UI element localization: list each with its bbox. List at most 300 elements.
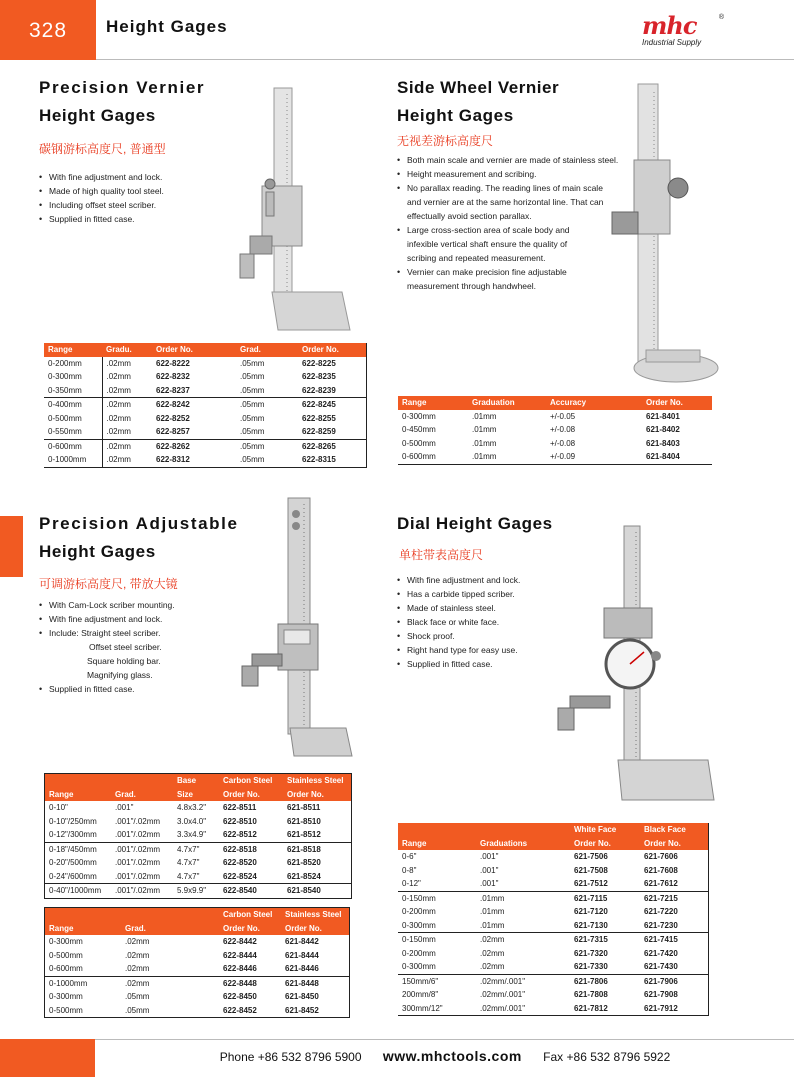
column-header: Order No. (640, 837, 709, 851)
table-cell: 622-8540 (219, 884, 283, 899)
column-header: Order No. (283, 788, 352, 802)
table-cell: 3.0x4.0" (177, 816, 207, 826)
table-cell: .001"/.02mm (115, 830, 161, 840)
column-header: Graduation (468, 396, 546, 410)
feature-item: • Large cross-section area of scale body and (397, 223, 618, 237)
column-header: Carbon Steel (219, 908, 281, 922)
table-row (45, 949, 350, 963)
column-header: Order No. (281, 922, 350, 936)
sec3-title-line2: Height Gages (39, 542, 156, 561)
feature-item: • Both main scale and vernier are made of stainless steel. (397, 153, 618, 167)
table-cell: .05mm (236, 439, 298, 453)
table-cell: +/-0.08 (550, 425, 576, 435)
table-cell: .01mm (480, 907, 505, 917)
table-cell: .02mm (121, 976, 219, 990)
table-cell: 621-7612 (644, 879, 678, 889)
table-cell: 622-8312 (156, 455, 190, 465)
table-cell: 4.7x7" (177, 858, 200, 868)
registered-mark: ® (718, 14, 724, 21)
feature-item: • Supplied in fitted case. (39, 682, 175, 696)
table-cell: .001"/.02mm (111, 884, 173, 899)
table-row (398, 947, 709, 961)
table-cell: .001"/.02mm (111, 842, 173, 856)
sec2-title-line1: Side Wheel Vernier (397, 78, 560, 97)
column-header: Range (45, 788, 112, 802)
table-cell: 622-8257 (156, 427, 190, 437)
table-cell: .01mm (472, 411, 497, 421)
table-cell: 0-12" (402, 879, 421, 889)
column-header: Grad. (121, 922, 219, 936)
table-cell: 4.7x7" (177, 871, 200, 881)
table-row (398, 877, 709, 891)
feature-item: • Black face or white face. (397, 615, 520, 629)
table-cell: .02mm (102, 425, 152, 439)
table-row (45, 962, 350, 976)
table-cell: .05mm (240, 427, 265, 437)
table-cell: .05mm (236, 398, 298, 412)
table-cell: .02mm (480, 948, 505, 958)
table-cell: 0-300mm (402, 411, 436, 421)
column-header: Range (398, 837, 476, 851)
table-cell: 621-7912 (644, 1003, 678, 1013)
table-row (398, 437, 712, 451)
table-cell: 621-7430 (644, 962, 678, 972)
table-row (398, 905, 709, 919)
table-row (44, 453, 367, 467)
column-header: Base (173, 774, 219, 788)
table-cell: .001"/.02mm (115, 816, 161, 826)
table-cell: 621-7220 (644, 907, 678, 917)
table-cell: 0-500mm (49, 950, 83, 960)
table-cell: .02mm/.001" (476, 974, 570, 988)
column-header: Order No. (152, 343, 236, 357)
column-header: Grad. (236, 343, 298, 357)
table-row (44, 412, 367, 426)
table-cell: 622-8259 (302, 427, 336, 437)
table-cell: 300mm/12" (402, 1003, 443, 1013)
table-cell: 621-7415 (640, 933, 709, 947)
sec3-chinese-subtitle: 可调游标高度尺, 带放大镜 (39, 577, 178, 591)
table-cell: 621-8520 (287, 858, 321, 868)
feature-item: measurement through handwheel. (407, 281, 536, 291)
table-row (45, 884, 352, 899)
table-cell: 0-350mm (48, 385, 82, 395)
column-header: Accuracy (546, 396, 642, 410)
table-cell: 621-8511 (287, 803, 321, 813)
table-cell: 621-8402 (646, 425, 680, 435)
table-cell: 621-7508 (574, 865, 608, 875)
feature-item: • Including offset steel scriber. (39, 198, 164, 212)
table-cell: 622-8225 (302, 358, 336, 368)
column-header (476, 823, 570, 837)
table-cell: .02mm (476, 933, 570, 947)
table-cell: .001" (115, 803, 134, 813)
sec4-title: Dial Height Gages (397, 514, 553, 533)
side-wheel-height-gage-image (610, 82, 720, 387)
table-cell: .02mm (125, 937, 150, 947)
table-cell: 621-8540 (283, 884, 352, 899)
table-cell: 621-8442 (285, 937, 319, 947)
column-header: White Face (570, 823, 640, 837)
table-cell: .02mm (102, 357, 152, 371)
table-cell: 622-8237 (156, 385, 190, 395)
table-cell: .02mm (102, 453, 152, 467)
table-cell: 0-300mm (402, 962, 436, 972)
table-cell: 622-8442 (223, 937, 257, 947)
table-cell: 621-8452 (285, 1005, 319, 1015)
table-cell: .01mm (480, 920, 505, 930)
table-cell: 622-8511 (223, 803, 257, 813)
table-cell: 0-500mm (48, 413, 82, 423)
table-cell: 0-150mm (398, 933, 476, 947)
table-row (45, 990, 350, 1004)
table-cell: 0-600mm (49, 964, 83, 974)
column-header (111, 774, 173, 788)
feature-item: Magnifying glass. (87, 670, 153, 680)
logo-subtitle: Industrial Supply (642, 38, 702, 47)
column-header: Order No. (570, 837, 640, 851)
table-cell: 0-10"/250mm (49, 816, 97, 826)
table-cell: .01mm (472, 425, 497, 435)
table-cell: 0-300mm (402, 920, 436, 930)
feature-item: • Supplied in fitted case. (39, 212, 164, 226)
vernier-height-gage-image (232, 84, 362, 334)
table-cell: .001" (480, 852, 499, 862)
footer-accent-bar (0, 1039, 95, 1077)
table-cell: 621-8524 (287, 871, 321, 881)
feature-item: • Right hand type for easy use. (397, 643, 520, 657)
footer-divider (95, 1039, 794, 1040)
sec2-feature-list (397, 153, 618, 293)
table-cell: 621-8404 (646, 452, 680, 462)
table-cell: .02mm/.001" (480, 990, 526, 1000)
table-row (45, 815, 352, 829)
header-divider (96, 59, 794, 60)
footer-phone: Phone +86 532 8796 5900 (219, 1050, 362, 1064)
feature-item: • Shock proof. (397, 629, 520, 643)
table-cell: 622-8242 (152, 398, 236, 412)
table-cell: 0-10" (49, 803, 68, 813)
table-cell: .01mm (476, 891, 570, 905)
table-cell: 0-450mm (402, 425, 436, 435)
table-cell: 621-7512 (574, 879, 608, 889)
table-cell: 622-8524 (223, 871, 257, 881)
table-cell: .05mm (125, 992, 150, 1002)
table-cell: 0-500mm (402, 438, 436, 448)
table-cell: 621-7130 (574, 920, 608, 930)
sec4-chinese-subtitle: 单柱带表高度尺 (399, 548, 484, 562)
table-cell: 5.9x9.9" (173, 884, 219, 899)
column-header: Range (398, 396, 468, 410)
table-row (45, 976, 350, 990)
table-cell: 622-8452 (223, 1005, 257, 1015)
table-cell: 622-8518 (219, 842, 283, 856)
table-cell: .02mm (102, 384, 152, 398)
table-cell: .02mm/.001" (480, 1003, 526, 1013)
table-cell: 622-8235 (302, 372, 336, 382)
feature-item: scribing and repeated measurement. (407, 253, 546, 263)
table-cell: .05mm (240, 385, 265, 395)
table-cell: 0-200mm (402, 907, 436, 917)
sec3-spec-table-2 (44, 907, 350, 1018)
table-cell: 3.3x4.9" (177, 830, 207, 840)
table-cell: 621-7115 (570, 891, 640, 905)
column-header: Carbon Steel (219, 774, 283, 788)
sec3-spec-table-1 (44, 773, 352, 899)
table-cell: 0-600mm (402, 452, 436, 462)
table-cell: 0-20"/500mm (49, 858, 97, 868)
table-row (398, 974, 709, 988)
table-row (44, 425, 367, 439)
column-header: Stainless Steel (283, 774, 352, 788)
table-cell: 4.7x7" (173, 842, 219, 856)
table-cell: 0-300mm (48, 372, 82, 382)
table-cell: .02mm (125, 950, 150, 960)
column-header: Gradu. (102, 343, 152, 357)
column-header: Order No. (642, 396, 712, 410)
sec2-title-line2: Height Gages (397, 106, 514, 125)
table-cell: 0-6" (402, 852, 417, 862)
table-cell: .01mm (472, 438, 497, 448)
sec3-feature-list (39, 598, 175, 696)
column-header: Size (173, 788, 219, 802)
table-row (44, 357, 367, 371)
table-row (398, 919, 709, 933)
feature-item: • Supplied in fitted case. (397, 657, 520, 671)
table-cell: .02mm (102, 398, 152, 412)
column-header: Range (45, 922, 122, 936)
table-cell: 621-7812 (574, 1003, 608, 1013)
table-cell: 0-500mm (49, 1005, 83, 1015)
table-cell: 622-8222 (156, 358, 190, 368)
table-cell: 621-8510 (287, 816, 321, 826)
table-row (44, 370, 367, 384)
table-cell: 621-7330 (574, 962, 608, 972)
table-cell: 150mm/6" (398, 974, 476, 988)
table-cell: 622-8520 (223, 858, 257, 868)
table-cell: .05mm (125, 1005, 150, 1015)
table-cell: .05mm (240, 413, 265, 423)
table-cell: 621-7506 (574, 852, 608, 862)
sec2-spec-table (398, 396, 712, 465)
table-cell: .02mm (480, 962, 505, 972)
table-cell: 200mm/8" (402, 990, 439, 1000)
table-row (45, 935, 350, 949)
column-header: Order No. (298, 343, 367, 357)
side-tab (0, 516, 23, 577)
column-header: Graduations (476, 837, 570, 851)
table-cell: 0-18"/450mm (45, 842, 112, 856)
feature-item: • Include: Straight steel scriber. (39, 626, 175, 640)
table-cell: 621-7420 (644, 948, 678, 958)
feature-item: • Vernier can make precision fine adjustable (397, 265, 618, 279)
table-row (398, 891, 709, 905)
table-cell: 0-400mm (44, 398, 102, 412)
table-row (398, 864, 709, 878)
feature-item: • With fine adjustment and lock. (39, 612, 175, 626)
table-cell: 621-7230 (644, 920, 678, 930)
column-header: Grad. (111, 788, 173, 802)
table-cell: +/-0.05 (550, 411, 576, 421)
column-header (45, 908, 122, 922)
feature-item: effectually avoid section parallax. (407, 211, 532, 221)
table-cell: 622-8265 (298, 439, 367, 453)
table-cell: 0-300mm (49, 992, 83, 1002)
table-cell: 621-7120 (574, 907, 608, 917)
sec4-spec-table (398, 823, 709, 1016)
column-header: Order No. (219, 922, 281, 936)
table-cell: +/-0.09 (550, 452, 576, 462)
table-row (398, 1002, 709, 1016)
table-cell: 621-7606 (644, 852, 678, 862)
table-cell: 622-8512 (223, 830, 257, 840)
feature-item: Square holding bar. (87, 656, 161, 666)
table-cell: 621-7906 (640, 974, 709, 988)
feature-item: • Made of high quality tool steel. (39, 184, 164, 198)
table-cell: 621-7908 (644, 990, 678, 1000)
column-header: Range (44, 343, 102, 357)
table-cell: 0-150mm (398, 891, 476, 905)
table-cell: .02mm (102, 370, 152, 384)
sec4-feature-list (397, 573, 520, 671)
table-cell: .001"/.02mm (115, 858, 161, 868)
table-row (398, 423, 712, 437)
table-row (398, 960, 709, 974)
feature-item: • Height measurement and scribing. (397, 167, 618, 181)
feature-item: • Has a carbide tipped scriber. (397, 587, 520, 601)
table-cell: .05mm (240, 372, 265, 382)
dial-height-gage-image (548, 524, 723, 804)
footer-website-link[interactable]: www.mhctools.com (382, 1048, 522, 1064)
table-row (398, 933, 709, 947)
table-cell: 621-8450 (285, 992, 319, 1002)
table-row (45, 828, 352, 842)
sec1-spec-table (44, 343, 367, 468)
table-cell: .001" (480, 879, 499, 889)
footer-contact (96, 1048, 794, 1064)
table-row (398, 988, 709, 1002)
table-row (45, 801, 352, 815)
table-row (398, 850, 709, 864)
table-cell: .05mm (240, 455, 265, 465)
table-cell: 622-8252 (156, 413, 190, 423)
table-cell: 4.8x3.2" (177, 803, 207, 813)
table-cell: 0-24"/600mm (49, 871, 97, 881)
table-cell: .02mm (102, 412, 152, 426)
table-cell: 621-8403 (646, 438, 680, 448)
table-cell: 621-7608 (644, 865, 678, 875)
table-row (45, 870, 352, 884)
table-row (44, 439, 367, 453)
table-cell: 622-8232 (156, 372, 190, 382)
table-row (44, 398, 367, 412)
table-cell: 621-8446 (285, 964, 319, 974)
table-cell: 621-8448 (281, 976, 350, 990)
sec2-chinese-subtitle: 无视差游标高度尺 (397, 134, 494, 148)
sec1-chinese-subtitle: 碳钢游标高度尺, 普通型 (39, 142, 166, 156)
logo-mark: mhc (642, 11, 697, 40)
table-cell: 0-1000mm (45, 976, 122, 990)
page-number: 328 (0, 0, 96, 60)
table-cell: 622-8450 (223, 992, 257, 1002)
table-cell: 0-200mm (402, 948, 436, 958)
table-cell: .02mm (125, 964, 150, 974)
sec1-feature-list (39, 170, 164, 226)
table-cell: 621-7320 (574, 948, 608, 958)
table-cell: 621-7215 (640, 891, 709, 905)
table-cell: 621-7808 (574, 990, 608, 1000)
table-cell: .01mm (472, 452, 497, 462)
table-row (45, 842, 352, 856)
table-cell: 0-40"/1000mm (45, 884, 112, 899)
table-cell: 0-200mm (48, 358, 82, 368)
table-cell: 622-8255 (302, 413, 336, 423)
page-header-title: Height Gages (106, 17, 228, 36)
table-cell: 0-1000mm (48, 455, 87, 465)
sec1-title-line1: Precision Vernier (39, 78, 206, 97)
table-cell: .02mm (102, 439, 152, 453)
table-cell: 621-7315 (570, 933, 640, 947)
table-cell: 622-8510 (223, 816, 257, 826)
column-header (121, 908, 219, 922)
column-header: Stainless Steel (281, 908, 350, 922)
feature-item: and vernier are at the same horizontal line. That can (407, 197, 604, 207)
table-cell: 622-8446 (223, 964, 257, 974)
table-cell: 0-600mm (44, 439, 102, 453)
mhc-logo (642, 11, 724, 47)
table-row (45, 1004, 350, 1018)
table-cell: +/-0.08 (550, 438, 576, 448)
table-row (398, 450, 712, 464)
table-cell: 621-8512 (287, 830, 321, 840)
table-cell: 622-8444 (223, 950, 257, 960)
table-cell: 621-8518 (283, 842, 352, 856)
table-row (44, 384, 367, 398)
table-cell: 621-8444 (285, 950, 319, 960)
table-cell: 622-8239 (302, 385, 336, 395)
feature-item: • Made of stainless steel. (397, 601, 520, 615)
table-cell: 622-8262 (152, 439, 236, 453)
feature-item: infexible vertical shaft ensure the quality of (407, 239, 568, 249)
table-cell: .001"/.02mm (115, 871, 161, 881)
table-cell: 622-8448 (219, 976, 281, 990)
column-header (45, 774, 112, 788)
table-cell: 622-8245 (298, 398, 367, 412)
adjustable-height-gage-image (240, 494, 360, 764)
feature-item: • No parallax reading. The reading lines of main scale (397, 181, 618, 195)
table-cell: 0-550mm (48, 427, 82, 437)
feature-item: Offset steel scriber. (89, 642, 162, 652)
table-row (398, 410, 712, 424)
footer-fax: Fax +86 532 8796 5922 (543, 1050, 671, 1064)
table-cell: 0-300mm (49, 937, 83, 947)
column-header (398, 823, 476, 837)
table-cell: 0-8" (402, 865, 417, 875)
column-header: Black Face (640, 823, 709, 837)
feature-item: • With fine adjustment and lock. (39, 170, 164, 184)
column-header: Order No. (219, 788, 283, 802)
feature-item: • With Cam-Lock scriber mounting. (39, 598, 175, 612)
table-cell: 621-8401 (646, 411, 680, 421)
table-cell: .05mm (240, 358, 265, 368)
sec3-title-line1: Precision Adjustable (39, 514, 239, 533)
table-row (45, 856, 352, 870)
sec1-title-line2: Height Gages (39, 106, 156, 125)
table-cell: 621-7806 (570, 974, 640, 988)
table-cell: 622-8315 (302, 455, 336, 465)
table-cell: 0-12"/300mm (49, 830, 97, 840)
table-cell: .001" (480, 865, 499, 875)
